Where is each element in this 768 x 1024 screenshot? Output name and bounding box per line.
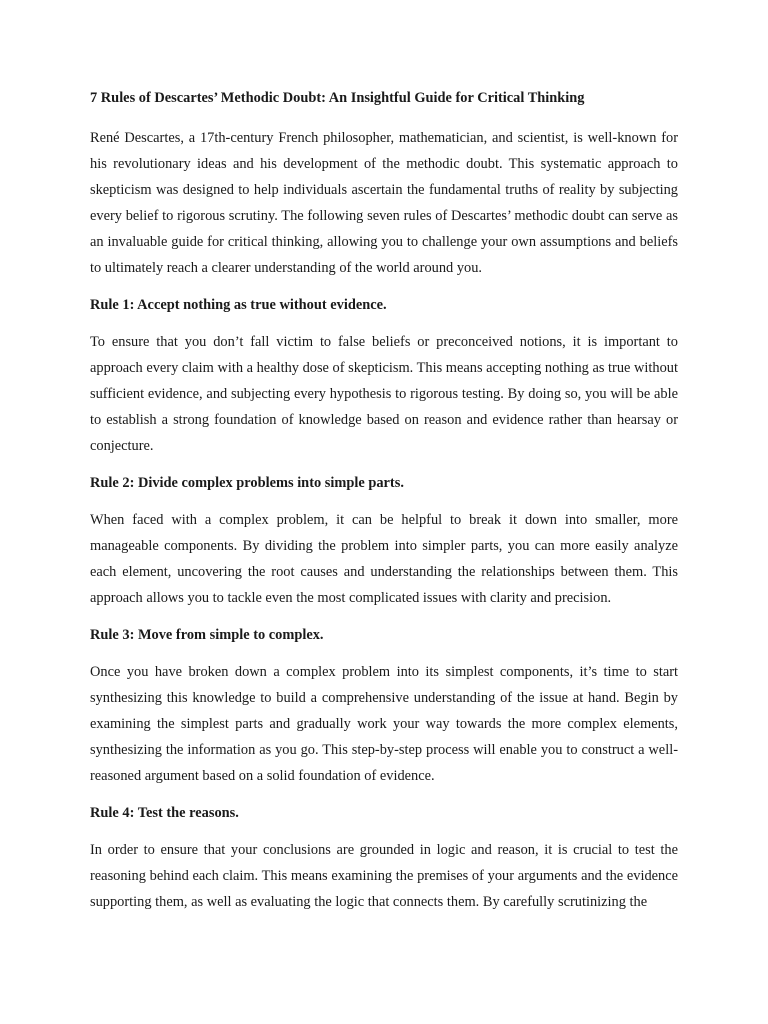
rule-2-paragraph: When faced with a complex problem, it can be helpful to break it down into smaller, more manageable components. By dividing the problem into simpler parts, you can more easily analyze each element, uncovering the root causes and understanding the relationships between them. This approach allows you to tackle even the most complicated issues with clarity and precision. xyxy=(90,512,678,606)
rule-3-paragraph: Once you have broken down a complex problem into its simplest components, it’s time to start synthesizing this knowledge to build a comprehensive understanding of the issue at hand. Begin by examining the simplest parts and gradually work your way towards the more complex elements, synthesizing the information as you go. This step-by-step process will enable you to construct a well-reasoned argument based on a solid foundation of evidence. xyxy=(90,664,678,784)
rule-3-heading: Rule 3: Move from simple to complex. xyxy=(90,627,324,643)
intro-paragraph: René Descartes, a 17th-century French philosopher, mathematician, and scientist, is well-known for his revolutionary ideas and his development of the methodic doubt. This systematic approach to skepticism was designed to help individuals ascertain the fundamental truths of reality by subjecting every belief to rigorous scrutiny. The following seven rules of Descartes’ methodic doubt can serve as an invaluable guide for critical thinking, allowing you to challenge your own assumptions and beliefs to ultimately reach a clearer understanding of the world around you. xyxy=(90,130,678,276)
rule-2-heading: Rule 2: Divide complex problems into simple parts. xyxy=(90,475,404,491)
document-page xyxy=(90,88,678,923)
rule-4-paragraph: In order to ensure that your conclusions are grounded in logic and reason, it is crucial to test the reasoning behind each claim. This means examining the premises of your arguments and the evidence supporting them, as well as evaluating the logic that connects them. By carefully scrutinizing the xyxy=(90,842,678,910)
document-title: 7 Rules of Descartes’ Methodic Doubt: An Insightful Guide for Critical Thinking xyxy=(90,90,585,106)
rule-4-heading: Rule 4: Test the reasons. xyxy=(90,805,239,821)
rule-1-paragraph: To ensure that you don’t fall victim to false beliefs or preconceived notions, it is important to approach every claim with a healthy dose of skepticism. This means accepting nothing as true without sufficient evidence, and subjecting every hypothesis to rigorous testing. By doing so, you will be able to establish a strong foundation of knowledge based on reason and evidence rather than hearsay or conjecture. xyxy=(90,334,678,454)
rule-1-heading: Rule 1: Accept nothing as true without evidence. xyxy=(90,297,387,313)
